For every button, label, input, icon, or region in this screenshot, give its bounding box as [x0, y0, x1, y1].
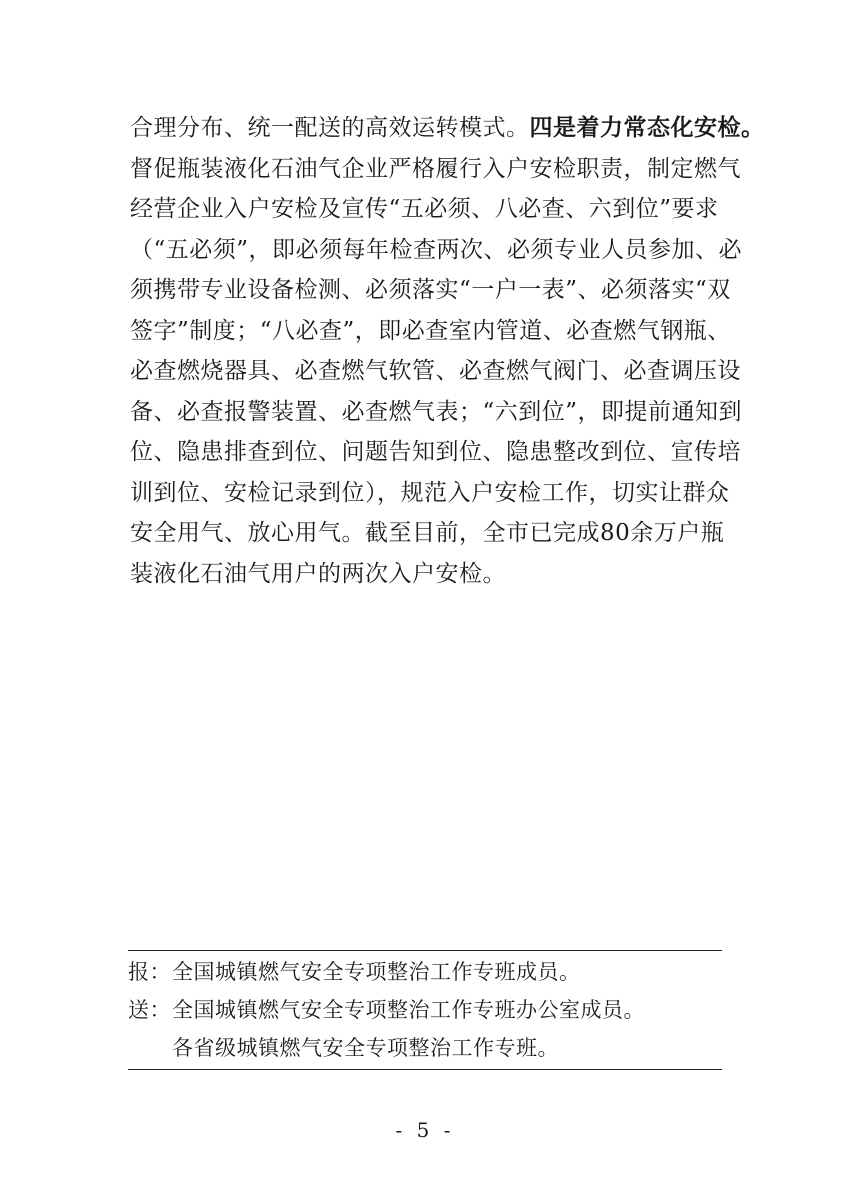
paragraph-line	[130, 108, 765, 149]
page-number: - 5 -	[395, 1118, 455, 1142]
paragraph-line: 训到位、安检记录到位），规范入户安检工作，切实让群众	[130, 479, 730, 506]
send-label: 送：	[128, 998, 171, 1022]
paragraph-line-text: 合理分布、统一配送的高效运转模式。	[130, 115, 530, 141]
paragraph-line: 须携带专业设备检测、必须落实“一户一表”、必须落实“双	[130, 277, 731, 303]
send-recipients-1: 全国城镇燃气安全专项整治工作专班办公室成员。	[172, 998, 645, 1022]
paragraph-line: （“五必须”，即必须每年检查两次、必须专业人员参加、必	[130, 236, 743, 263]
paragraph-line: 位、隐患排查到位、问题告知到位、隐患整改到位、宣传培	[130, 439, 741, 465]
paragraph-line: 备、必查报警装置、必查燃气表；“六到位”，即提前通知到	[130, 398, 743, 425]
paragraph-line: 安全用气、放心用气。截至目前，全市已完成80余万户瓶	[130, 520, 725, 546]
report-label: 报：	[128, 960, 171, 984]
paragraph-line: 督促瓶装液化石油气企业严格履行入户安检职责，制定燃气	[130, 155, 741, 182]
top-divider	[128, 950, 722, 951]
paragraph-line: 签字”制度；“八必查”，即必查室内管道、必查燃气钢瓶、	[130, 317, 731, 344]
body-paragraph	[130, 108, 765, 594]
distribution-list	[128, 950, 722, 1070]
paragraph-line: 装液化石油气用户的两次入户安检。	[130, 560, 506, 587]
bottom-divider	[128, 1069, 722, 1070]
send-line	[128, 991, 722, 1029]
send-line-continued	[128, 1029, 722, 1067]
report-recipients: 全国城镇燃气安全专项整治工作专班成员。	[172, 960, 581, 984]
report-line	[128, 953, 722, 991]
paragraph-line: 经营企业入户安检及宣传“五必须、八必查、六到位”要求	[130, 196, 719, 222]
bold-heading-text: 四是着力常态化安检。	[529, 115, 765, 141]
send-recipients-2: 各省级城镇燃气安全专项整治工作专班。	[172, 1036, 559, 1060]
paragraph-line: 必查燃烧器具、必查燃气软管、必查燃气阀门、必查调压设	[130, 358, 741, 384]
